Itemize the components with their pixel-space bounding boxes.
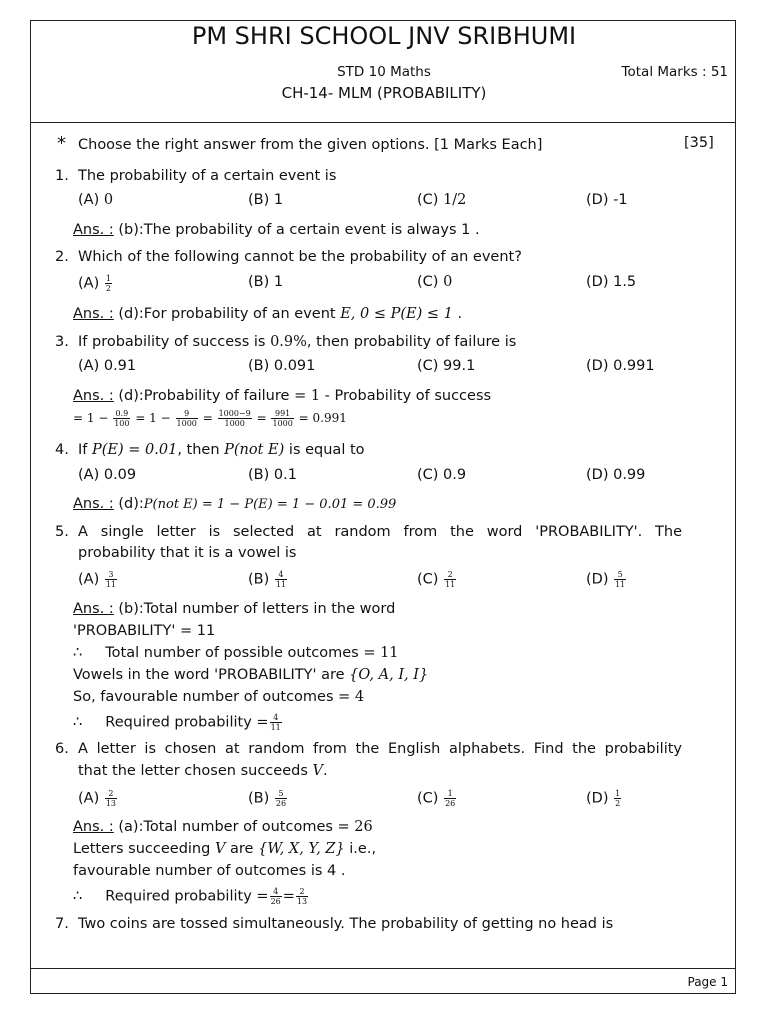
option-d: (D) $\frac{1}{2}$ [586, 789, 621, 808]
answer-line: ∴ Required probability = $\frac{4}{11}$ [73, 713, 281, 732]
answer: Ans. : (a):Total number of outcomes = 26 [73, 819, 373, 835]
option-c: (C) 0 [417, 274, 453, 290]
section-marks: [35] [684, 135, 714, 151]
answer: Ans. : (d):Probability of failure = 1 - Probability of success [73, 388, 492, 404]
question-number: 5. [55, 524, 69, 540]
question-text: Which of the following cannot be the probability of an event? [78, 249, 522, 265]
question-text: A letter is chosen at random from the English alphabets. Find the probability [78, 741, 682, 757]
option-b: (B) $\frac{4}{11}$ [248, 570, 287, 589]
answer-line: Vowels in the word 'PROBABILITY' are {O, A, I, I} [73, 667, 429, 683]
option-c: (C) 0.9 [417, 467, 467, 483]
page-number: Page 1 [687, 975, 728, 989]
section-instruction: Choose the right answer from the given options. [1 Marks Each] [78, 137, 543, 153]
option-d: (D) $\frac{5}{11}$ [586, 570, 626, 589]
therefore-symbol: ∴ [73, 645, 83, 661]
question-text: The probability of a certain event is [78, 168, 337, 184]
answer: Ans. : (b):The probability of a certain event is always 1 . [73, 222, 480, 238]
question-text: If probability of success is 0.9%, then probability of failure is [78, 334, 517, 350]
option-a: (A) $\frac{2}{13}$ [78, 789, 117, 808]
option-d: (D) 0.99 [586, 467, 646, 483]
question-number: 6. [55, 741, 69, 757]
answer: Ans. : (d):For probability of an event E, 0 ≤ P(E) ≤ 1 . [73, 306, 463, 322]
answer: Ans. : (d):P(not E) = 1 − P(E) = 1 − 0.01 = 0.99 [73, 496, 397, 512]
question-number: 4. [55, 442, 69, 458]
option-b: (B) 0.091 [248, 358, 316, 374]
std-label: STD 10 Maths [337, 64, 431, 80]
question-text: Two coins are tossed simultaneously. The probability of getting no head is [78, 916, 614, 932]
question-text-cont: that the letter chosen succeeds V. [78, 763, 328, 779]
header-divider [31, 122, 735, 123]
answer-line: favourable number of outcomes is 4 . [73, 863, 346, 879]
answer: Ans. : (b):Total number of letters in the word [73, 601, 396, 617]
answer-line: ∴ Required probability = $\frac{4}{26}$ = $\frac{2}{13}$ [73, 887, 308, 906]
option-a: (A) 0.09 [78, 467, 137, 483]
option-b: (B) 0.1 [248, 467, 297, 483]
question-number: 3. [55, 334, 69, 350]
option-d: (D) -1 [586, 192, 628, 208]
total-marks: Total Marks : 51 [621, 64, 728, 80]
option-c: (C) 1/2 [417, 192, 467, 208]
option-b: (B) 1 [248, 274, 284, 290]
question-number: 2. [55, 249, 69, 265]
answer-line: Letters succeeding V are {W, X, Y, Z} i.e., [73, 841, 377, 857]
option-b: (B) $\frac{5}{26}$ [248, 789, 287, 808]
option-c: (C) 99.1 [417, 358, 476, 374]
question-number: 1. [55, 168, 69, 184]
answer-working: = 1 − $\frac{0.9}{100}$ = 1 − $\frac{9}{1000}$ = $\frac{1000-9}{1000}$ = $\frac{991}{1000}$ = 0.991 [73, 409, 347, 428]
answer-line: So, favourable number of outcomes = 4 [73, 689, 365, 705]
option-c: (C) $\frac{2}{11}$ [417, 570, 456, 589]
therefore-symbol: ∴ [73, 888, 83, 905]
option-b: (B) 1 [248, 192, 284, 208]
star-marker: * [57, 133, 66, 154]
option-d: (D) 1.5 [586, 274, 637, 290]
question-text: If P(E) = 0.01, then P(not E) is equal to [78, 442, 365, 458]
school-title: PM SHRI SCHOOL JNV SRIBHUMI [191, 22, 577, 50]
option-a: (A) $\frac{3}{11}$ [78, 570, 117, 589]
question-number: 7. [55, 916, 69, 932]
option-a: (A) $\frac{1}{2}$ [78, 274, 111, 293]
answer-line: ∴ Total number of possible outcomes = 11 [73, 645, 399, 661]
footer-divider [31, 968, 735, 969]
question-text-cont: probability that it is a vowel is [78, 545, 297, 561]
option-d: (D) 0.991 [586, 358, 655, 374]
answer-line: 'PROBABILITY' = 11 [73, 623, 216, 639]
option-a: (A) 0 [78, 192, 114, 208]
question-text: A single letter is selected at random from the word 'PROBABILITY'. The [78, 524, 682, 540]
chapter-title: CH-14- MLM (PROBABILITY) [281, 84, 487, 102]
therefore-symbol: ∴ [73, 714, 83, 731]
option-a: (A) 0.91 [78, 358, 137, 374]
option-c: (C) $\frac{1}{26}$ [417, 789, 456, 808]
